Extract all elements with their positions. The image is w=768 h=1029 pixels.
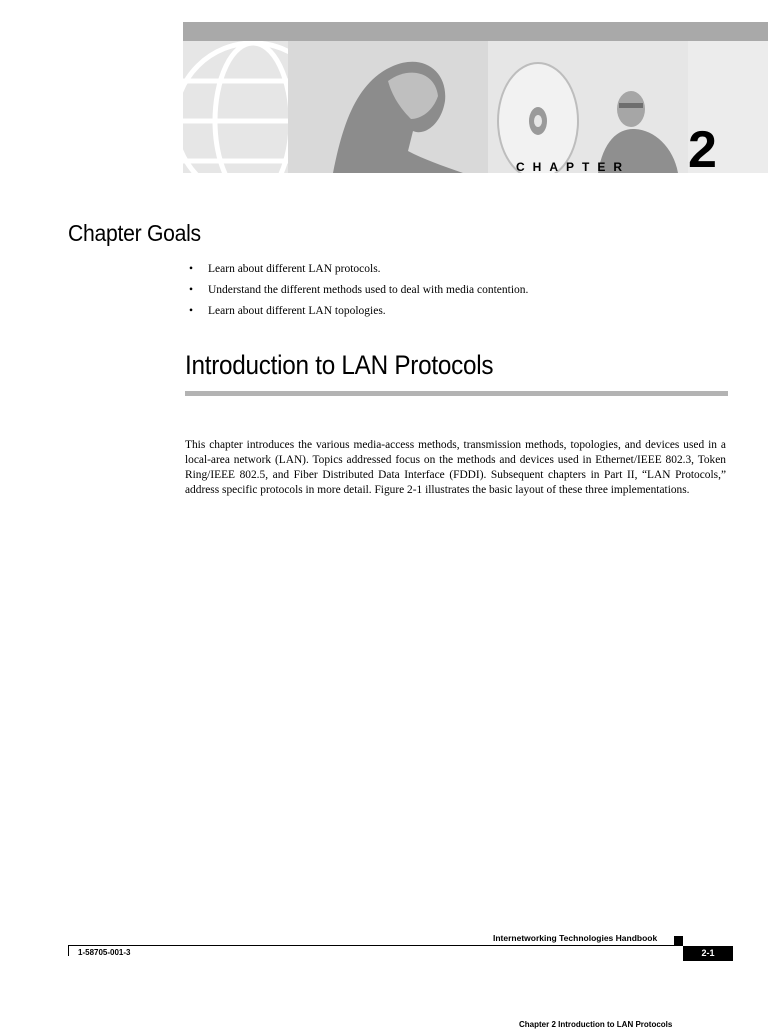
goal-text: Understand the different methods used to deal with media contention. — [208, 284, 529, 296]
bullet-icon: • — [189, 263, 194, 275]
list-item — [186, 304, 528, 325]
running-head: Chapter 2 Introduction to LAN Protocols — [519, 1020, 673, 1029]
chapter-number: 2 — [688, 121, 717, 179]
goal-text: Learn about different LAN protocols. — [208, 263, 381, 275]
chapter-goals-heading: Chapter Goals — [68, 220, 201, 246]
intro-paragraph: This chapter introduces the various media-access methods, transmission methods, topologies, and devices used in a local-area network (LAN). Topics addressed focus on the methods and devices used in Ethernet/IEEE 802.3, Token Ring/IEEE 802.5, and Fiber Distributed Data Interface (FDDI). Subsequent chapters in Part II, “LAN Protocols,” address specific protocols in more detail. Figure 2-1 illustrates the basic layout of these three implementations. — [185, 439, 726, 496]
footer-marker — [674, 936, 683, 945]
goal-text: Learn about different LAN topologies. — [208, 305, 386, 317]
footer-book-title: Internetworking Technologies Handbook — [493, 933, 658, 943]
banner-top-strip — [183, 22, 768, 41]
chapter-label: CHAPTER — [516, 160, 631, 174]
section-divider — [185, 391, 728, 396]
list-item — [186, 262, 528, 283]
section-heading: Introduction to LAN Protocols — [185, 350, 494, 380]
footer-rule — [68, 945, 683, 946]
cd-disc-graphic — [498, 63, 578, 173]
list-item — [186, 283, 528, 304]
chapter-banner — [183, 22, 768, 173]
bullet-icon: • — [189, 284, 194, 296]
footer-isbn: 1-58705-001-3 — [78, 948, 131, 957]
chapter-goals-list — [186, 262, 528, 325]
bullet-icon: • — [189, 305, 194, 317]
page-number: 2-1 — [683, 946, 733, 961]
footer-tick — [68, 945, 69, 956]
banner-illustration — [183, 41, 768, 173]
